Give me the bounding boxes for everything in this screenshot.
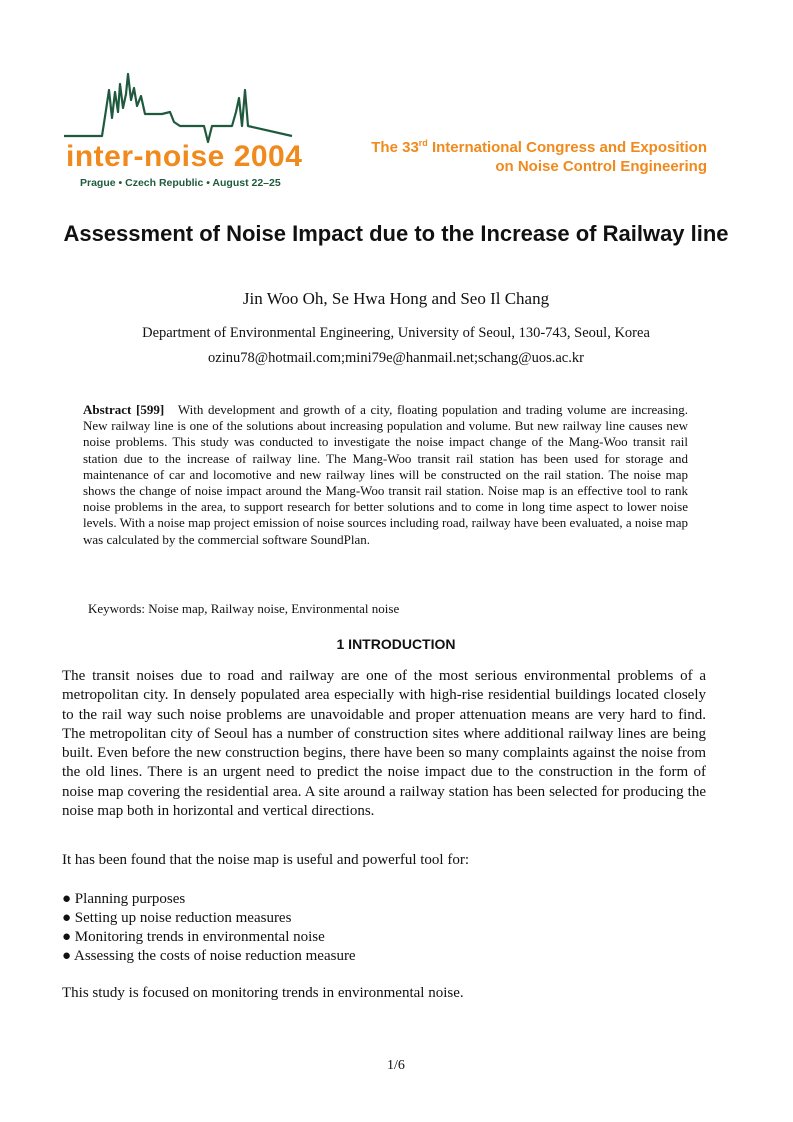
abstract-text: With development and growth of a city, floating population and trading volume are increasing. New railway line is one of the solutions about increasing population and volume. But new railway line causes new noise problems. This study was conducted to investigate the noise impact change of the Mang-Woo transit rail station due to the increase of railway line. The Mang-Woo transit rail station has been used for storage and maintenance of car and locomotive and new railway lines will be constructed on the rail station. The noise map shows the change of noise impact around the Mang-Woo transit rail station. Noise map is an effective tool to rank noise problems in the area, to support research for better solutions and to come in long time aspect to lower noise levels. With a noise map project emission of noise sources including road, railway have been evaluated, a noise map was calculated by the commercial software SoundPlan.	[83, 402, 688, 547]
congress-ordinal: rd	[418, 138, 428, 148]
congress-line2: on Noise Control Engineering	[495, 158, 707, 175]
abstract	[83, 402, 688, 548]
list-item: ● Monitoring trends in environmental noise	[62, 929, 325, 945]
page-number: 1/6	[387, 1058, 405, 1073]
list-item: ● Assessing the costs of noise reduction measure	[62, 948, 356, 964]
congress-heading	[371, 138, 707, 176]
intro-paragraph-1: The transit noises due to road and railway are one of the most serious environmental problems of a metropolitan city. In densely populated area especially with high-rise residential buildings located closely to the rail way such noise problems are unavoidable and proper attenuation means are very hard to find. The metropolitan city of Seoul has a number of construction sites where additional railway lines are being built. Even before the new construction begins, there have been so many complaints against the noise from the old lines. There is an urgent need to predict the noise impact due to the construction in the form of noise map covering the residential area. A site around a railway station has been selected for producing the noise map both in horizontal and vertical directions.	[62, 668, 706, 820]
intro-paragraph-2: It has been found that the noise map is useful and powerful tool for:	[62, 852, 469, 868]
section-heading: 1 INTRODUCTION	[336, 636, 456, 652]
logo-wordmark: inter-noise 2004	[66, 140, 303, 173]
logo-subtitle: Prague • Czech Republic • August 22–25	[80, 177, 281, 189]
list-item: ● Planning purposes	[62, 891, 186, 907]
paper-title: Assessment of Noise Impact due to the Increase of Railway line	[63, 221, 729, 246]
paper-authors: Jin Woo Oh, Se Hwa Hong and Seo Il Chang	[242, 289, 550, 308]
bullet-list	[62, 890, 356, 966]
paper-emails: ozinu78@hotmail.com;mini79e@hanmail.net;schang@uos.ac.kr	[208, 350, 584, 366]
list-item: ● Setting up noise reduction measures	[62, 910, 292, 926]
congress-rest: International Congress and Exposition	[427, 139, 707, 156]
paper-affiliation: Department of Environmental Engineering, University of Seoul, 130-743, Seoul, Korea	[142, 325, 650, 341]
abstract-label: Abstract [599]	[83, 402, 165, 417]
congress-prefix: The 33	[371, 139, 419, 156]
intro-paragraph-3: This study is focused on monitoring trends in environmental noise.	[62, 985, 464, 1001]
keywords: Keywords: Noise map, Railway noise, Environmental noise	[88, 601, 400, 616]
